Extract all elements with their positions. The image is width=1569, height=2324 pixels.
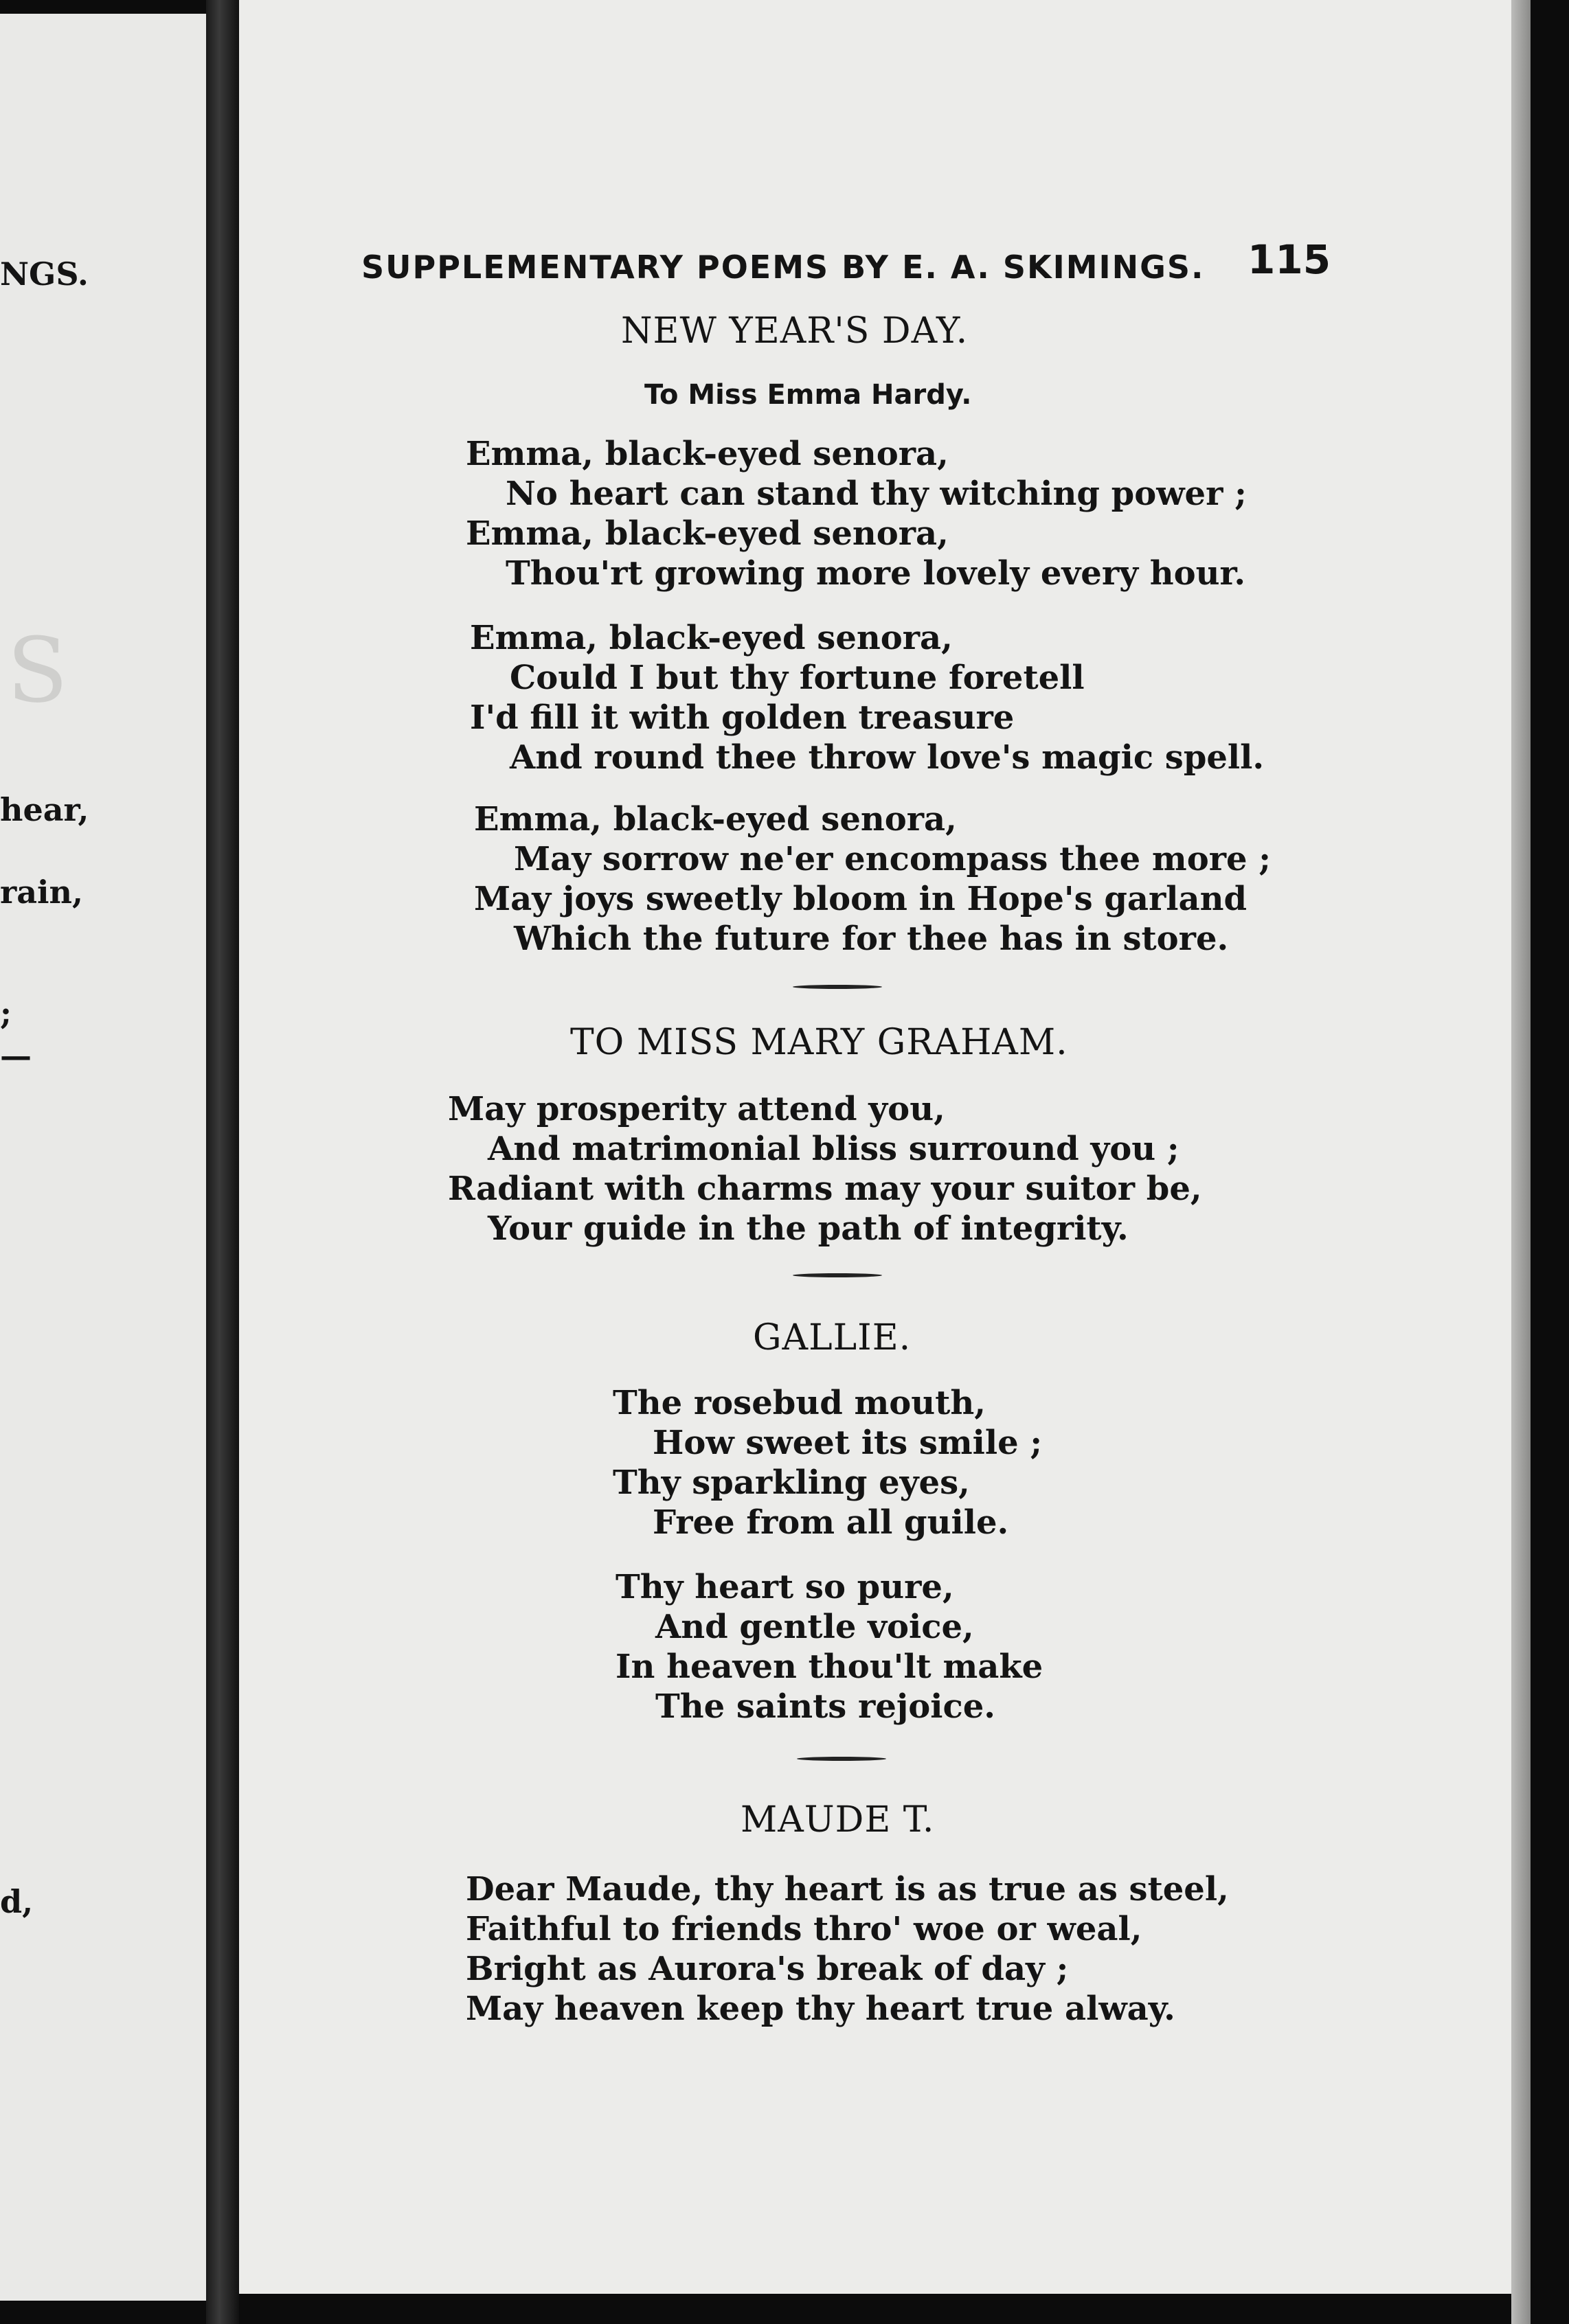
poem-line: May prosperity attend you, [448, 1090, 945, 1128]
poem-title: TO MISS MARY GRAHAM. [570, 1022, 1068, 1063]
poem-stanza [470, 618, 1264, 777]
poem-line: Bright as Aurora's break of day ; [466, 1950, 1069, 1988]
poem-line: And round thee throw love's magic spell. [510, 738, 1265, 777]
poem-line: Which the future for thee has in store. [514, 920, 1229, 958]
poem-line: The rosebud mouth, [613, 1384, 986, 1422]
page-edge [1511, 0, 1531, 2324]
page-number: 115 [1248, 236, 1331, 283]
poem-line: Free from all guile. [653, 1503, 1009, 1542]
facing-page-fragment: d, [0, 1883, 34, 1920]
book-gutter [206, 0, 239, 2324]
poem-line: Thou'rt growing more lovely every hour. [506, 554, 1246, 593]
poem-line: May joys sweetly bloom in Hope's garland [474, 880, 1248, 918]
facing-page-fragment: — [0, 1037, 32, 1074]
poem-title: NEW YEAR'S DAY. [621, 310, 969, 352]
poem-line: Emma, black-eyed senora, [466, 435, 949, 473]
poem-line: And matrimonial bliss surround you ; [488, 1130, 1179, 1168]
poem-stanza [474, 799, 1271, 959]
poem-line: How sweet its smile ; [653, 1424, 1043, 1462]
poem-dedication: To Miss Emma Hardy. [644, 379, 972, 411]
poem-line: And gentle voice, [655, 1608, 974, 1646]
section-divider [793, 1273, 882, 1277]
poem-title: MAUDE T. [741, 1799, 935, 1841]
poem-line: Thy sparkling eyes, [613, 1463, 970, 1502]
poem-title: GALLIE. [753, 1317, 912, 1358]
poem-line: Thy heart so pure, [616, 1568, 954, 1606]
poem-stanza [466, 434, 1247, 593]
section-divider [793, 985, 882, 989]
poem-line: In heaven thou'lt make [616, 1648, 1043, 1686]
poem-line: Emma, black-eyed senora, [466, 514, 949, 553]
poem-line: Emma, black-eyed senora, [470, 619, 953, 657]
book-page [239, 0, 1531, 2294]
poem-line: May sorrow ne'er encompass thee more ; [514, 840, 1271, 878]
poem-line: Radiant with charms may your suitor be, [448, 1170, 1202, 1208]
facing-page-bleed-letter: S [7, 618, 69, 722]
facing-page-fragment: NGS. [0, 255, 89, 293]
section-divider [797, 1757, 886, 1761]
poem-line: Your guide in the path of integrity. [488, 1209, 1129, 1248]
poem-line: May heaven keep thy heart true alway. [466, 1990, 1175, 2028]
facing-page-fragment: ; [0, 994, 12, 1032]
poem-line: Dear Maude, thy heart is as true as steel, [466, 1870, 1229, 1909]
poem-stanza [616, 1567, 1043, 1727]
poem-line: I'd fill it with golden treasure [470, 698, 1015, 737]
poem-line: Faithful to friends thro' woe or weal, [466, 1910, 1142, 1948]
poem-stanza [448, 1089, 1202, 1249]
running-head: SUPPLEMENTARY POEMS BY E. A. SKIMINGS. [361, 249, 1205, 286]
facing-page-fragment: rain, [0, 874, 83, 911]
facing-page [0, 14, 206, 2301]
poem-line: The saints rejoice. [655, 1687, 995, 1726]
poem-line: No heart can stand thy witching power ; [506, 475, 1247, 513]
poem-line: Could I but thy fortune foretell [510, 659, 1085, 697]
poem-stanza [466, 1869, 1229, 2029]
facing-page-fragment: hear, [0, 791, 89, 828]
poem-line: Emma, black-eyed senora, [474, 800, 957, 839]
poem-stanza [613, 1383, 1042, 1542]
